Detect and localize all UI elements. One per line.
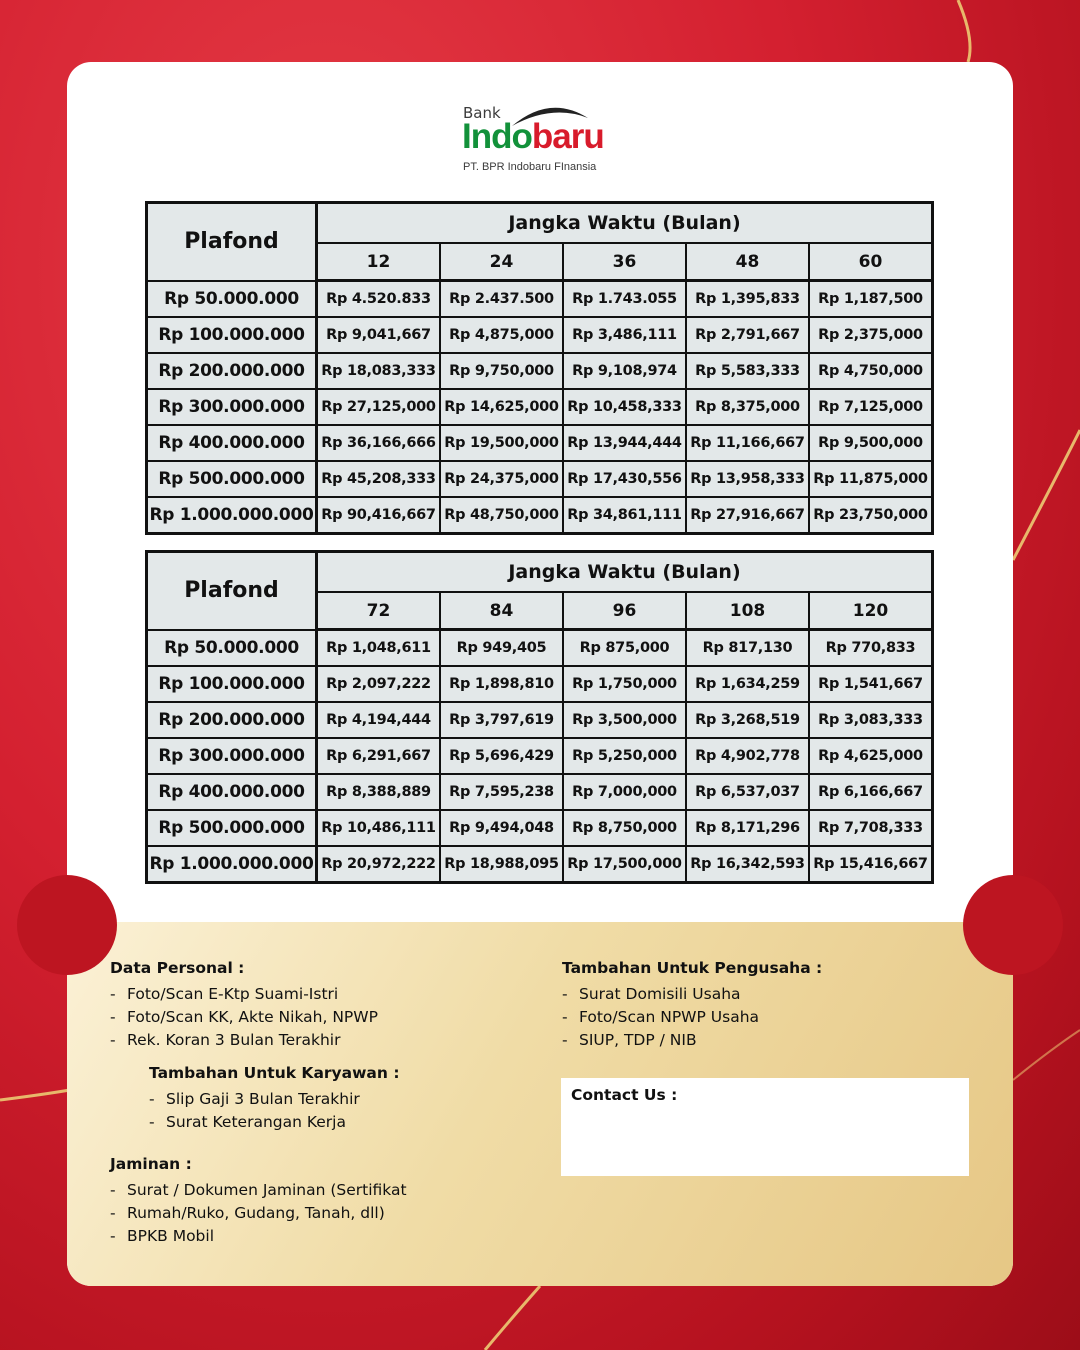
- term-header: 84: [440, 592, 563, 630]
- plafond-cell: Rp 1.000.000.000: [147, 846, 317, 883]
- plafond-cell: Rp 400.000.000: [147, 774, 317, 810]
- installment-cell: Rp 8,388,889: [317, 774, 441, 810]
- installment-cell: Rp 4,902,778: [686, 738, 809, 774]
- plafond-cell: Rp 100.000.000: [147, 317, 317, 353]
- installment-cell: Rp 4,625,000: [809, 738, 933, 774]
- collateral-heading: Jaminan :: [110, 1155, 192, 1173]
- table-row: [147, 425, 933, 461]
- plafond-cell: Rp 200.000.000: [147, 353, 317, 389]
- installment-cell: Rp 2.437.500: [440, 281, 563, 318]
- installment-cell: Rp 90,416,667: [317, 497, 441, 534]
- list-item: - Surat / Dokumen Jaminan (Sertifikat: [110, 1179, 407, 1202]
- installment-cell: Rp 7,708,333: [809, 810, 933, 846]
- installment-cell: Rp 20,972,222: [317, 846, 441, 883]
- installment-cell: Rp 7,595,238: [440, 774, 563, 810]
- table-row: [147, 281, 933, 318]
- plafond-cell: Rp 100.000.000: [147, 666, 317, 702]
- installment-cell: Rp 15,416,667: [809, 846, 933, 883]
- table-row: [147, 702, 933, 738]
- installment-cell: Rp 1,187,500: [809, 281, 933, 318]
- installment-cell: Rp 3,486,111: [563, 317, 686, 353]
- installment-cell: Rp 19,500,000: [440, 425, 563, 461]
- installment-cell: Rp 9,500,000: [809, 425, 933, 461]
- table-row: [147, 774, 933, 810]
- ticket-notch-right: [963, 875, 1063, 975]
- contact-box: [561, 1078, 969, 1176]
- term-header: 72: [317, 592, 441, 630]
- table-row: [147, 738, 933, 774]
- term-header: 24: [440, 243, 563, 281]
- installment-cell: Rp 1,541,667: [809, 666, 933, 702]
- installment-cell: Rp 9,041,667: [317, 317, 441, 353]
- installment-cell: Rp 4,194,444: [317, 702, 441, 738]
- collateral-section: [110, 1155, 407, 1248]
- installment-cell: Rp 17,500,000: [563, 846, 686, 883]
- installment-cell: Rp 1,395,833: [686, 281, 809, 318]
- installment-cell: Rp 875,000: [563, 630, 686, 667]
- list-item: - Foto/Scan KK, Akte Nikah, NPWP: [110, 1006, 378, 1029]
- list-item: - Rek. Koran 3 Bulan Terakhir: [110, 1029, 378, 1052]
- logo-name: [462, 117, 604, 157]
- employee-section: [149, 1064, 400, 1134]
- plafond-cell: Rp 300.000.000: [147, 738, 317, 774]
- installment-cell: Rp 13,958,333: [686, 461, 809, 497]
- installment-cell: Rp 817,130: [686, 630, 809, 667]
- installment-cell: Rp 8,171,296: [686, 810, 809, 846]
- installment-cell: Rp 3,500,000: [563, 702, 686, 738]
- list-item: - Surat Domisili Usaha: [562, 983, 822, 1006]
- term-header: 48: [686, 243, 809, 281]
- ticket-notch-left: [17, 875, 117, 975]
- table-row: [147, 666, 933, 702]
- installment-table-1: [145, 201, 934, 535]
- table-row: [147, 461, 933, 497]
- installment-cell: Rp 949,405: [440, 630, 563, 667]
- list-item: - Foto/Scan E-Ktp Suami-Istri: [110, 983, 378, 1006]
- installment-cell: Rp 3,083,333: [809, 702, 933, 738]
- installment-cell: Rp 1,898,810: [440, 666, 563, 702]
- installment-table-2: [145, 550, 934, 884]
- logo-name-indo: Indo: [462, 117, 532, 156]
- installment-cell: Rp 6,537,037: [686, 774, 809, 810]
- installment-cell: Rp 7,125,000: [809, 389, 933, 425]
- list-item: - Foto/Scan NPWP Usaha: [562, 1006, 822, 1029]
- installment-cell: Rp 27,916,667: [686, 497, 809, 534]
- installment-cell: Rp 9,494,048: [440, 810, 563, 846]
- table-row: [147, 846, 933, 883]
- plafond-cell: Rp 1.000.000.000: [147, 497, 317, 534]
- table-row: [147, 353, 933, 389]
- table-row: [147, 389, 933, 425]
- installment-cell: Rp 7,000,000: [563, 774, 686, 810]
- installment-cell: Rp 4,875,000: [440, 317, 563, 353]
- installment-cell: Rp 770,833: [809, 630, 933, 667]
- installment-cell: Rp 4.520.833: [317, 281, 441, 318]
- installment-cell: Rp 3,797,619: [440, 702, 563, 738]
- plafond-cell: Rp 50.000.000: [147, 630, 317, 667]
- installment-cell: Rp 8,750,000: [563, 810, 686, 846]
- list-item: - SIUP, TDP / NIB: [562, 1029, 822, 1052]
- installment-cell: Rp 36,166,666: [317, 425, 441, 461]
- installment-cell: Rp 23,750,000: [809, 497, 933, 534]
- personal-data-section: [110, 959, 378, 1052]
- installment-cell: Rp 3,268,519: [686, 702, 809, 738]
- plafond-header: Plafond: [147, 203, 317, 281]
- installment-cell: Rp 10,458,333: [563, 389, 686, 425]
- installment-cell: Rp 16,342,593: [686, 846, 809, 883]
- term-group-header: Jangka Waktu (Bulan): [317, 203, 933, 244]
- term-header: 96: [563, 592, 686, 630]
- installment-cell: Rp 24,375,000: [440, 461, 563, 497]
- installment-cell: Rp 9,750,000: [440, 353, 563, 389]
- plafond-cell: Rp 200.000.000: [147, 702, 317, 738]
- list-item: - Rumah/Ruko, Gudang, Tanah, dll): [110, 1202, 407, 1225]
- installment-cell: Rp 14,625,000: [440, 389, 563, 425]
- list-item: - BPKB Mobil: [110, 1225, 407, 1248]
- term-header: 12: [317, 243, 441, 281]
- table-row: [147, 317, 933, 353]
- term-header: 36: [563, 243, 686, 281]
- installment-cell: Rp 1.743.055: [563, 281, 686, 318]
- plafond-cell: Rp 400.000.000: [147, 425, 317, 461]
- installment-cell: Rp 17,430,556: [563, 461, 686, 497]
- logo-name-baru: baru: [531, 117, 604, 156]
- term-header: 108: [686, 592, 809, 630]
- term-header: 120: [809, 592, 933, 630]
- installment-cell: Rp 2,791,667: [686, 317, 809, 353]
- installment-cell: Rp 6,291,667: [317, 738, 441, 774]
- term-header: 60: [809, 243, 933, 281]
- logo-bank-text: Bank: [463, 104, 501, 122]
- installment-cell: Rp 48,750,000: [440, 497, 563, 534]
- installment-cell: Rp 5,583,333: [686, 353, 809, 389]
- list-item: - Slip Gaji 3 Bulan Terakhir: [149, 1088, 400, 1111]
- plafond-cell: Rp 500.000.000: [147, 810, 317, 846]
- installment-cell: Rp 34,861,111: [563, 497, 686, 534]
- business-heading: Tambahan Untuk Pengusaha :: [562, 959, 823, 977]
- installment-cell: Rp 1,634,259: [686, 666, 809, 702]
- installment-cell: Rp 11,166,667: [686, 425, 809, 461]
- table-row: [147, 810, 933, 846]
- installment-cell: Rp 2,375,000: [809, 317, 933, 353]
- installment-cell: Rp 4,750,000: [809, 353, 933, 389]
- table-row: [147, 497, 933, 534]
- installment-cell: Rp 6,166,667: [809, 774, 933, 810]
- plafond-header: Plafond: [147, 552, 317, 630]
- installment-cell: Rp 5,250,000: [563, 738, 686, 774]
- installment-cell: Rp 1,750,000: [563, 666, 686, 702]
- business-section: [562, 959, 822, 1052]
- plafond-cell: Rp 50.000.000: [147, 281, 317, 318]
- installment-cell: Rp 8,375,000: [686, 389, 809, 425]
- contact-heading: Contact Us :: [571, 1086, 678, 1104]
- list-item: - Surat Keterangan Kerja: [149, 1111, 400, 1134]
- installment-cell: Rp 10,486,111: [317, 810, 441, 846]
- installment-cell: Rp 5,696,429: [440, 738, 563, 774]
- installment-cell: Rp 27,125,000: [317, 389, 441, 425]
- personal-data-heading: Data Personal :: [110, 959, 245, 977]
- installment-cell: Rp 11,875,000: [809, 461, 933, 497]
- term-group-header: Jangka Waktu (Bulan): [317, 552, 933, 593]
- installment-cell: Rp 45,208,333: [317, 461, 441, 497]
- installment-cell: Rp 1,048,611: [317, 630, 441, 667]
- installment-cell: Rp 9,108,974: [563, 353, 686, 389]
- bank-logo: [462, 100, 622, 178]
- employee-heading: Tambahan Untuk Karyawan :: [149, 1064, 400, 1082]
- installment-cell: Rp 18,988,095: [440, 846, 563, 883]
- installment-cell: Rp 18,083,333: [317, 353, 441, 389]
- plafond-cell: Rp 500.000.000: [147, 461, 317, 497]
- table-row: [147, 630, 933, 667]
- installment-cell: Rp 2,097,222: [317, 666, 441, 702]
- logo-subtitle: PT. BPR Indobaru FInansia: [463, 161, 597, 173]
- installment-cell: Rp 13,944,444: [563, 425, 686, 461]
- plafond-cell: Rp 300.000.000: [147, 389, 317, 425]
